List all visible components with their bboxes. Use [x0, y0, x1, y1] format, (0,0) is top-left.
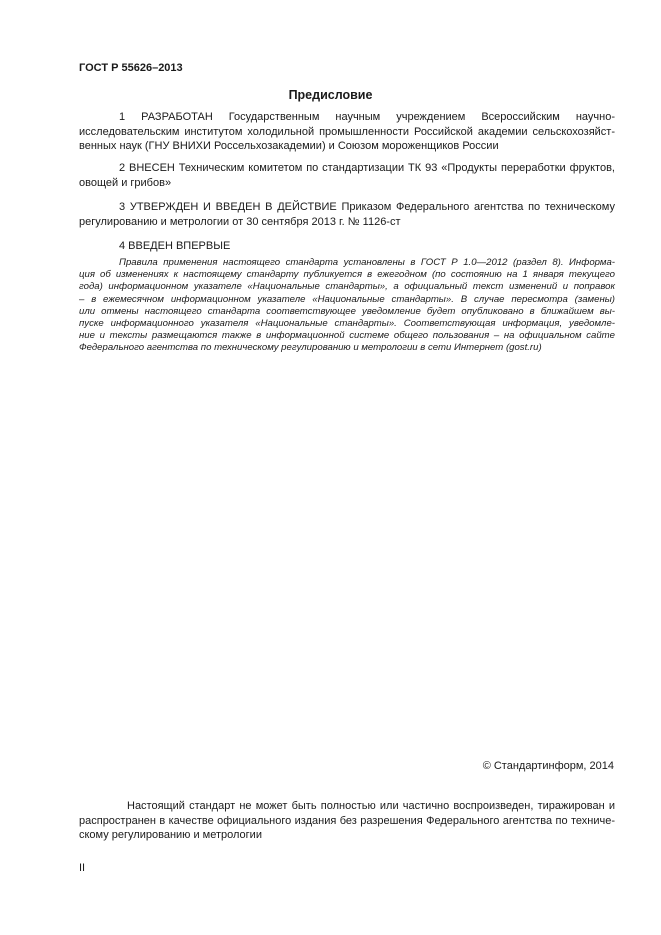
section-title: Предисловие — [288, 88, 373, 102]
rights-line: скому регулированию и метрологии — [79, 829, 262, 841]
paragraph-line: регулированию и метрологии от 30 сентября 2013 г. № 1126-ст — [79, 215, 401, 228]
paragraph-line: 2 ВНЕСЕН Техническим комитетом по стандартизации ТК 93 «Продукты переработки фруктов, — [119, 162, 615, 174]
rights-line: распространен в качестве официального издания без разрешения Федерального агентства по техниче- — [79, 814, 615, 827]
paragraph-line: исследовательским институтом холодильной промышленности Российской академии сельскохозяйст- — [79, 125, 615, 138]
reproduction-rights-notice — [79, 799, 615, 843]
note-line: ние и тексты размещаются также в информационной системе общего пользования – на официальном сайте — [79, 330, 615, 342]
page-number: II — [79, 862, 86, 874]
paragraph-developed-by — [79, 110, 615, 154]
paragraph-line: 1 РАЗРАБОТАН Государственным научным учреждением Всероссийским научно- — [119, 111, 615, 123]
rights-line: Настоящий стандарт не может быть полностью или частично воспроизведен, тиражирован и — [127, 800, 615, 812]
application-rules-note — [79, 257, 615, 355]
paragraph-first-introduced — [79, 239, 615, 254]
document-code: ГОСТ Р 55626–2013 — [79, 62, 183, 74]
paragraph-line: 4 ВВЕДЕН ВПЕРВЫЕ — [119, 240, 231, 252]
note-line: пуске информационного указателя «Национальные стандарты». Соответствующая информация, уведомле- — [79, 318, 615, 330]
note-line: года) информационном указателе «Национальные стандарты», а официальный текст изменений и поправок — [79, 281, 615, 293]
paragraph-line: овощей и грибов» — [79, 176, 172, 189]
paragraph-line: венных наук (ГНУ ВНИХИ Россельхозакадемии) и Союзом мороженщиков России — [79, 140, 499, 152]
note-line: Правила применения настоящего стандарта установлены в ГОСТ Р 1.0—2012 (раздел 8). Информа- — [119, 257, 615, 268]
copyright-notice: © Стандартинформ, 2014 — [482, 760, 614, 772]
note-line: – в ежемесячном информационном указателе «Национальные стандарты». В случае пересмотра (замены) — [79, 293, 615, 305]
paragraph-introduced-by — [79, 161, 615, 190]
note-line: или отмены настоящего стандарта соответствующее уведомление будет опубликовано в ближайшем вы- — [79, 305, 615, 317]
note-line: Федерального агентства по техническому регулированию и метрологии в сети Интернет (gost.ru) — [79, 342, 542, 354]
paragraph-approved — [79, 200, 615, 229]
note-line: ция об изменениях к настоящему стандарту публикуется в ежегодном (по состоянию на 1 января текущего — [79, 269, 615, 281]
paragraph-line: 3 УТВЕРЖДЕН И ВВЕДЕН В ДЕЙСТВИЕ Приказом Федерального агентства по техническому — [119, 201, 615, 213]
